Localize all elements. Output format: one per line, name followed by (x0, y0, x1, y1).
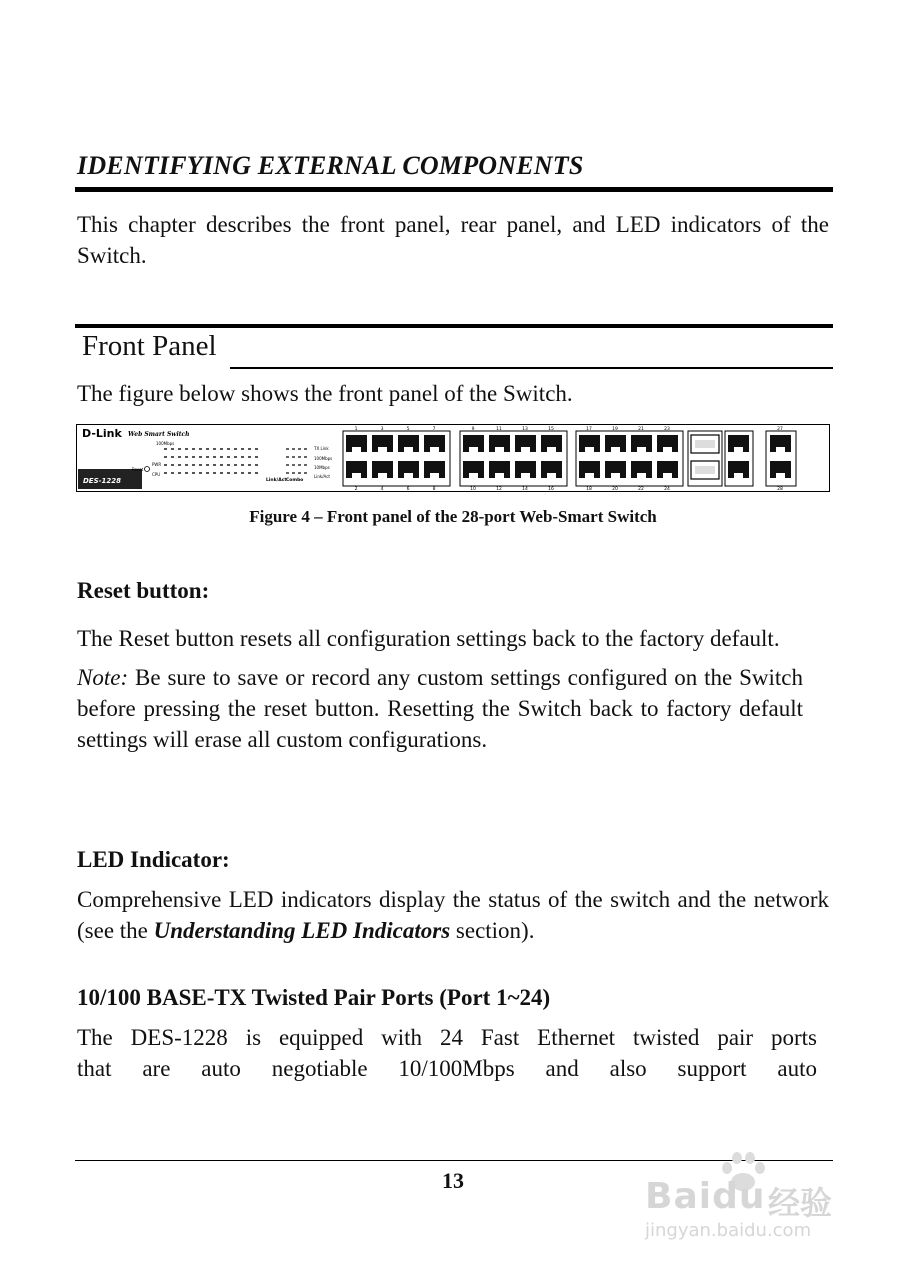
led-indicator (292, 448, 295, 450)
led-indicator (234, 464, 237, 466)
port-number-label: 19 (612, 427, 618, 432)
led-label-10mbps: 10Mbps (314, 465, 330, 470)
led-indicator (199, 456, 202, 458)
led-indicator (178, 456, 181, 458)
section-bottom-rule (230, 367, 833, 369)
led-indicator (298, 464, 301, 466)
port-number-label: 1 (354, 427, 358, 432)
figure-caption: Figure 4 – Front panel of the 28-port Web-Smart Switch (249, 507, 657, 526)
led-label-100mbps: 100Mbps (314, 456, 333, 461)
port-number-label: 3 (380, 427, 384, 432)
port-number-label: 8 (432, 487, 436, 492)
port-number-label: 24 (664, 487, 670, 492)
led-indicator (171, 464, 174, 466)
rj45-port-icon (770, 461, 791, 478)
port-number-label: 18 (586, 487, 592, 492)
port-number-label: 12 (496, 487, 502, 492)
led-indicator (164, 448, 167, 450)
port-number-label: 23 (664, 427, 670, 432)
port-number-label: 2 (354, 487, 358, 492)
pwr-label: PWR (152, 462, 162, 467)
led-indicator (185, 472, 188, 474)
led-indicator (298, 472, 301, 474)
led-indicator (192, 472, 195, 474)
chapter-title-rule (75, 187, 833, 192)
led-indicator (206, 456, 209, 458)
rj45-port-icon (346, 461, 367, 478)
led-indicator (164, 472, 167, 474)
speed-label: 100Mbps (156, 441, 175, 446)
port-number-label: 21 (638, 427, 644, 432)
rj45-port-icon (657, 435, 678, 452)
rj45-port-icon (515, 461, 536, 478)
port-number-label: 10 (470, 487, 476, 492)
note-text: Be sure to save or record any custom settings configured on the Switch before pressing the reset button. Resetting the Switch back to factory default settings will erase all custom configurations. (77, 665, 803, 752)
rj45-port-icon (489, 435, 510, 452)
rj45-port-icon (541, 435, 562, 452)
cpu-label: CPU (152, 472, 161, 477)
led-indicator (220, 472, 223, 474)
rj45-port-icon (398, 461, 419, 478)
led-indicator (178, 472, 181, 474)
note-label: Note: (77, 665, 129, 690)
led-indicator (185, 448, 188, 450)
led-indicator (220, 456, 223, 458)
led-indicator (213, 456, 216, 458)
led-indicator (255, 472, 258, 474)
rj45-port-icon (579, 461, 600, 478)
section-top-rule (75, 324, 833, 328)
led-indicator (248, 448, 251, 450)
led-indicator (192, 464, 195, 466)
led-section-reference: Understanding LED Indicators (153, 918, 451, 943)
model-label: DES-1228 (83, 477, 122, 485)
rj45-port-icon (463, 435, 484, 452)
led-indicator (199, 472, 202, 474)
led-indicator (227, 464, 230, 466)
chapter-intro: This chapter describes the front panel, rear panel, and LED indicators of the Switch. (77, 212, 829, 268)
led-indicator (255, 448, 258, 450)
rj45-port-icon (605, 461, 626, 478)
port-number-label: 15 (548, 427, 554, 432)
led-indicator (292, 456, 295, 458)
rj45-port-icon (463, 461, 484, 478)
led-indicator (241, 472, 244, 474)
led-indicator (206, 472, 209, 474)
ports-text-line1: The DES-1228 is equipped with 24 Fast Ethernet twisted pair ports (77, 1025, 817, 1050)
port-number-label: 28 (777, 487, 783, 492)
led-indicator (304, 448, 307, 450)
led-indicator (298, 448, 301, 450)
reset-heading: Reset button: (77, 578, 210, 603)
led-indicator (227, 456, 230, 458)
led-indicator (234, 472, 237, 474)
led-indicator (171, 472, 174, 474)
baidu-watermark (645, 1150, 855, 1250)
rj45-port-icon (657, 461, 678, 478)
section-title: Front Panel (82, 330, 217, 362)
rj45-port-icon (770, 435, 791, 452)
led-indicator (164, 456, 167, 458)
led-indicator (241, 456, 244, 458)
rj45-port-icon (631, 435, 652, 452)
led-indicator (220, 448, 223, 450)
led-indicator (171, 448, 174, 450)
led-indicator (192, 456, 195, 458)
led-indicator (292, 464, 295, 466)
led-indicator (164, 464, 167, 466)
led-indicator (248, 456, 251, 458)
page-number: 13 (442, 1168, 464, 1193)
product-line-label: Web Smart Switch (128, 431, 190, 438)
watermark-brand: Baidu (645, 1176, 766, 1217)
front-panel-figure (76, 424, 830, 492)
led-indicator (213, 464, 216, 466)
led-text-after: section). (450, 918, 535, 943)
led-indicator (185, 464, 188, 466)
chapter-title: IDENTIFYING EXTERNAL COMPONENTS (77, 151, 584, 180)
watermark-url: jingyan.baidu.com (645, 1220, 812, 1241)
led-indicator (286, 472, 289, 474)
led-heading: LED Indicator: (77, 847, 230, 872)
rj45-port-icon (728, 435, 749, 452)
led-indicator (292, 472, 295, 474)
led-text-before: Comprehensive LED indicators display the status of the switch and the network (see the (77, 887, 829, 943)
port-number-label: 22 (638, 487, 644, 492)
led-indicator (171, 456, 174, 458)
rj45-port-icon (631, 461, 652, 478)
brand-logo: D-Link (82, 427, 122, 440)
led-indicator (248, 464, 251, 466)
watermark-cn: 经验 (768, 1184, 833, 1222)
led-indicator (199, 448, 202, 450)
led-indicator (206, 448, 209, 450)
port-number-label: 13 (522, 427, 528, 432)
rj45-port-icon (346, 435, 367, 452)
led-indicator (286, 464, 289, 466)
port-number-label: 20 (612, 487, 618, 492)
led-indicator (185, 456, 188, 458)
port-number-label: 11 (496, 427, 502, 432)
led-indicator (304, 472, 307, 474)
port-number-label: 27 (777, 427, 783, 432)
led-indicator (298, 456, 301, 458)
rj45-port-icon (424, 461, 445, 478)
port-number-label: 6 (406, 487, 410, 492)
led-indicator (304, 456, 307, 458)
led-indicator (248, 472, 251, 474)
group-label-combo: Combo (286, 478, 304, 483)
group-label-link-act: Link/Act (266, 478, 287, 483)
led-indicator (178, 464, 181, 466)
reset-label: Reset (132, 467, 144, 472)
led-indicator (286, 456, 289, 458)
led-indicator (192, 448, 195, 450)
port-number-label: 9 (471, 427, 475, 432)
led-indicator (199, 464, 202, 466)
reset-note (77, 662, 803, 755)
rj45-port-icon (398, 435, 419, 452)
led-indicator (227, 472, 230, 474)
rj45-port-icon (541, 461, 562, 478)
port-number-label: 5 (406, 427, 410, 432)
sfp-slot-icon (695, 440, 715, 448)
port-number-label: 4 (380, 487, 384, 492)
rj45-port-icon (489, 461, 510, 478)
led-indicator (234, 448, 237, 450)
led-indicator (241, 464, 244, 466)
led-indicator (220, 464, 223, 466)
led-indicator (286, 448, 289, 450)
led-indicator (255, 456, 258, 458)
rj45-port-icon (579, 435, 600, 452)
led-indicator (304, 464, 307, 466)
rj45-port-icon (728, 461, 749, 478)
led-indicator (213, 472, 216, 474)
port-number-label: 16 (548, 487, 554, 492)
led-indicator (234, 456, 237, 458)
led-indicator (241, 448, 244, 450)
led-indicator (178, 448, 181, 450)
rj45-port-icon (372, 461, 393, 478)
led-indicator (227, 448, 230, 450)
led-indicator (206, 464, 209, 466)
port-number-label: 17 (586, 427, 592, 432)
section-intro: The figure below shows the front panel of the Switch. (77, 381, 573, 406)
sfp-slot-icon (695, 466, 715, 474)
rj45-port-icon (424, 435, 445, 452)
led-indicator (255, 464, 258, 466)
rj45-port-icon (372, 435, 393, 452)
led-text (77, 884, 829, 946)
reset-text: The Reset button resets all configuration settings back to the factory default. (77, 626, 780, 651)
rj45-port-icon (605, 435, 626, 452)
led-label-tx-link: TX Link (314, 446, 329, 451)
ports-heading: 10/100 BASE-TX Twisted Pair Ports (Port 1~24) (77, 985, 551, 1010)
led-indicator (213, 448, 216, 450)
rj45-port-icon (515, 435, 536, 452)
port-number-label: 7 (432, 427, 436, 432)
led-label-link-act: Link/Act (314, 474, 330, 479)
port-number-label: 14 (522, 487, 528, 492)
ports-text-line2: that are auto negotiable 10/100Mbps and also support auto (77, 1056, 817, 1081)
